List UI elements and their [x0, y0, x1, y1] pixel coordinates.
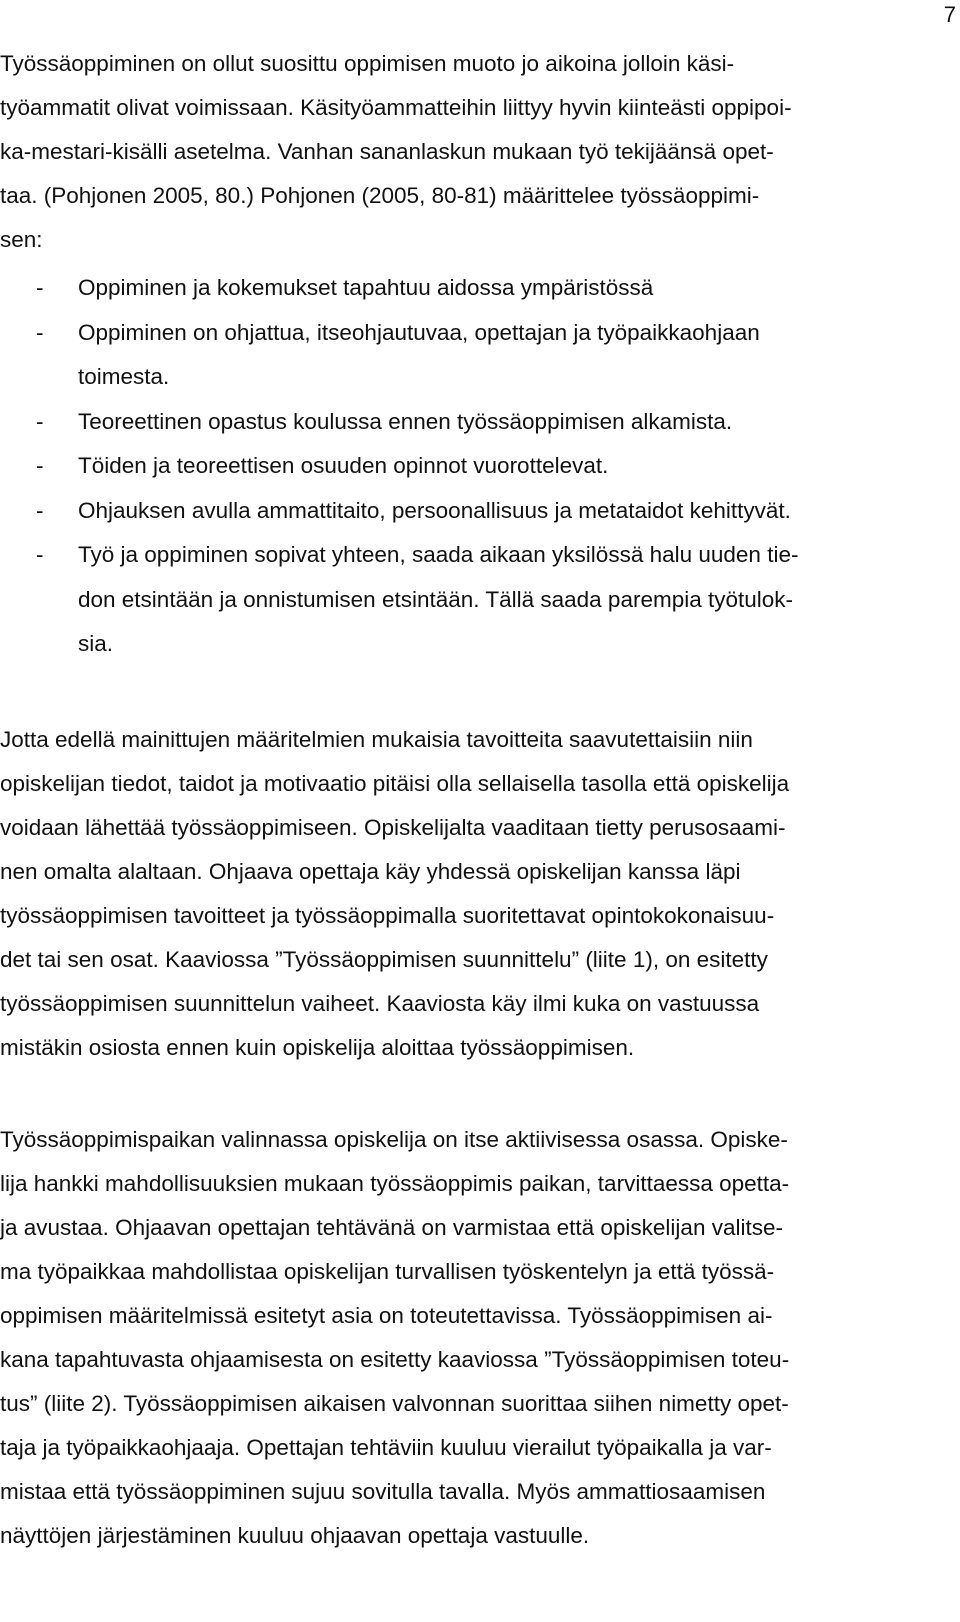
text-line: taja ja työpaikkaohjaaja. Opettajan tehtäviin kuuluu vierailut työpaikalla ja var-: [0, 1435, 772, 1460]
list-bullet: -: [36, 453, 44, 478]
text-line: lija hankki mahdollisuuksien mukaan työssäoppimis paikan, tarvittaessa opetta-: [0, 1171, 790, 1196]
paragraph-goals: [0, 718, 940, 1070]
text-line: Työssäoppimispaikan valinnassa opiskelija on itse aktiivisessa osassa. Opiske-: [0, 1127, 788, 1152]
list-item-text: don etsintään ja onnistumisen etsintään. Tällä saada parempia työtulok-: [78, 586, 794, 612]
list-item: [0, 533, 940, 667]
intro-paragraph: [0, 42, 940, 262]
text-line: ma työpaikkaa mahdollistaa opiskelijan turvallisen työskentelyn ja että työssä-: [0, 1259, 775, 1284]
text-line: taa. (Pohjonen 2005, 80.) Pohjonen (2005, 80-81) määrittelee työssäoppimi-: [0, 183, 760, 208]
text-line: det tai sen osat. Kaaviossa ”Työssäoppimisen suunnittelu” (liite 1), on esitetty: [0, 947, 768, 972]
list-bullet: -: [36, 275, 44, 300]
list-bullet: -: [36, 319, 44, 345]
list-item-text: Työ ja oppiminen sopivat yhteen, saada aikaan yksilössä halu uuden tie-: [78, 542, 799, 567]
text-line: oppimisen määritelmissä esitetyt asia on toteutettavissa. Työssäoppimisen ai-: [0, 1303, 773, 1328]
text-line: mistäkin osiosta ennen kuin opiskelija aloittaa työssäoppimisen.: [0, 1035, 635, 1060]
text-line: tus” (liite 2). Työssäoppimisen aikaisen valvonnan suorittaa siihen nimetty opet-: [0, 1391, 789, 1416]
text-line: ka-mestari-kisälli asetelma. Vanhan sananlaskun mukaan työ tekijäänsä opet-: [0, 139, 774, 164]
list-item-text: Ohjauksen avulla ammattitaito, persoonallisuus ja metataidot kehittyvät.: [78, 497, 791, 523]
list-item-text: Teoreettinen opastus koulussa ennen työssäoppimisen alkamista.: [78, 408, 733, 434]
text-line: voidaan lähettää työssäoppimiseen. Opiskelijalta vaaditaan tietty perusosaami-: [0, 815, 786, 840]
text-line: Työssäoppiminen on ollut suosittu oppimisen muoto jo aikoina jolloin käsi-: [0, 51, 735, 76]
list-item: [0, 311, 940, 400]
definition-list: [0, 266, 940, 667]
text-line: kana tapahtuvasta ohjaamisesta on esitetty kaaviossa ”Työssäoppimisen toteu-: [0, 1347, 790, 1372]
text-line: työammatit olivat voimissaan. Käsityöammatteihin liittyy hyvin kiinteästi oppipoi-: [0, 95, 792, 120]
paragraph-workplace: [0, 1118, 940, 1558]
text-line: Jotta edellä mainittujen määritelmien mukaisia tavoitteita saavutettaisiin niin: [0, 727, 753, 752]
list-bullet: -: [36, 497, 44, 523]
list-item-text: sia.: [78, 631, 114, 656]
text-line: näyttöjen järjestäminen kuuluu ohjaavan opettaja vastuulle.: [0, 1523, 590, 1548]
list-bullet: -: [36, 542, 44, 567]
list-item-text: Oppiminen ja kokemukset tapahtuu aidossa ympäristössä: [78, 275, 654, 300]
text-line: mistaa että työssäoppiminen sujuu sovitulla tavalla. Myös ammattiosaamisen: [0, 1479, 766, 1504]
text-line: opiskelijan tiedot, taidot ja motivaatio pitäisi olla sellaisella tasolla että opiskelija: [0, 771, 790, 796]
list-item-text: toimesta.: [78, 364, 170, 389]
list-item: [0, 400, 940, 445]
page-number: 7: [943, 2, 956, 27]
list-item: [0, 266, 940, 311]
list-item: [0, 489, 940, 534]
text-line: työssäoppimisen suunnittelun vaiheet. Kaaviosta käy ilmi kuka on vastuussa: [0, 991, 760, 1016]
text-line: nen omalta alaltaan. Ohjaava opettaja käy yhdessä opiskelijan kanssa läpi: [0, 859, 741, 884]
list-item-text: Töiden ja teoreettisen osuuden opinnot vuorottelevat.: [78, 453, 609, 478]
text-line: sen:: [0, 227, 43, 252]
list-item-text: Oppiminen on ohjattua, itseohjautuvaa, opettajan ja työpaikkaohjaan: [78, 319, 760, 345]
text-line: ja avustaa. Ohjaavan opettajan tehtävänä on varmistaa että opiskelijan valitse-: [0, 1215, 783, 1240]
list-bullet: -: [36, 408, 44, 434]
text-line: työssäoppimisen tavoitteet ja työssäoppimalla suoritettavat opintokokonaisuu-: [0, 903, 775, 928]
list-item: [0, 444, 940, 489]
